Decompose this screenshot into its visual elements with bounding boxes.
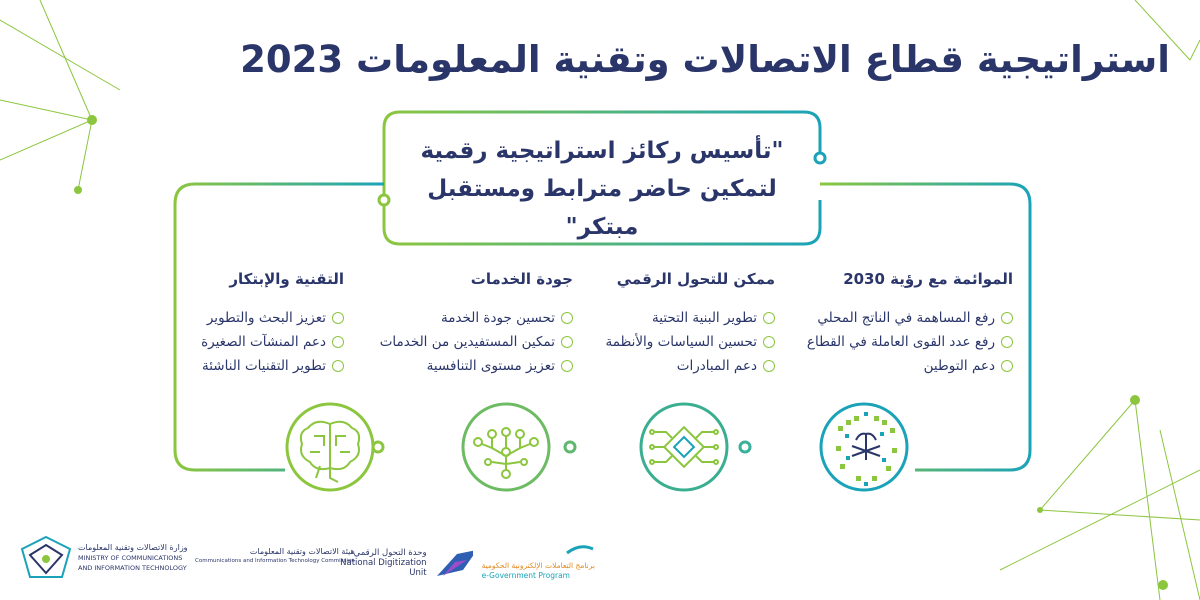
bullet-icon (561, 336, 573, 348)
mcit-logo-icon (18, 535, 74, 581)
bullet-icon (763, 336, 775, 348)
pillar-title: التقنية والإبتكار (229, 270, 344, 288)
pillar-title: ممكن للتحول الرقمي (616, 270, 775, 288)
pillar-vision-2030 (795, 270, 1013, 378)
pillar-digital-transformation (590, 270, 775, 378)
pillar-item: رفع المساهمة في الناتج المحلي (795, 306, 1013, 330)
pillar-item: تطوير التقنيات الناشئة (196, 354, 344, 378)
bullet-icon (1001, 360, 1013, 372)
bullet-icon (763, 360, 775, 372)
pillar-title: الموائمة مع رؤية 2030 (843, 270, 1013, 288)
mcit-logo: وزارة الاتصالات وتقنية المعلومات MINISTRY OF COMMUNICATIONS AND INFORMATION TECHNOLOGY (18, 535, 193, 581)
pillar-service-quality (368, 270, 573, 378)
footer-logos (0, 530, 1200, 600)
pillar-item: تمكين المستفيدين من الخدمات (368, 330, 573, 354)
pillar-item: تعزيز البحث والتطوير (196, 306, 344, 330)
pillar-item: تحسين جودة الخدمة (368, 306, 573, 330)
pillar-tech-innovation (196, 270, 344, 378)
strategy-quote (392, 132, 812, 246)
pillar-title: جودة الخدمات (470, 270, 573, 288)
pillar-item: دعم المنشآت الصغيرة (196, 330, 344, 354)
pillar-item: تعزيز مستوى التنافسية (368, 354, 573, 378)
egov-logo-icon (565, 543, 595, 557)
ndu-logo-icon (433, 546, 473, 580)
quote-line-1: "تأسيس ركائز استراتيجية رقمية (420, 138, 784, 164)
pillar-item: تحسين السياسات والأنظمة (590, 330, 775, 354)
bullet-icon (561, 360, 573, 372)
bullet-icon (332, 360, 344, 372)
bullet-icon (332, 312, 344, 324)
pillar-item: دعم التوطين (795, 354, 1013, 378)
bullet-icon (561, 312, 573, 324)
bullet-icon (1001, 312, 1013, 324)
pillar-item: رفع عدد القوى العاملة في القطاع (795, 330, 1013, 354)
egov-logo: برنامج التعاملات الإلكترونية الحكومية e-Government Program (475, 542, 595, 581)
bullet-icon (332, 336, 344, 348)
citc-logo: هيئة الاتصالات وتقنية المعلومات Communications and Information Technology Commission (195, 538, 330, 574)
bullet-icon (763, 312, 775, 324)
pillar-item: دعم المبادرات (590, 354, 775, 378)
quote-line-2: لتمكين حاضر مترابط ومستقبل مبتكر" (427, 176, 777, 240)
pillar-item: تطوير البنية التحتية (590, 306, 775, 330)
bullet-icon (1001, 336, 1013, 348)
ndu-logo: وحدة التحول الرقمي National Digitization Unit (333, 546, 473, 580)
page-title: استراتيجية قطاع الاتصالات وتقنية المعلومات 2023 (240, 38, 1170, 81)
